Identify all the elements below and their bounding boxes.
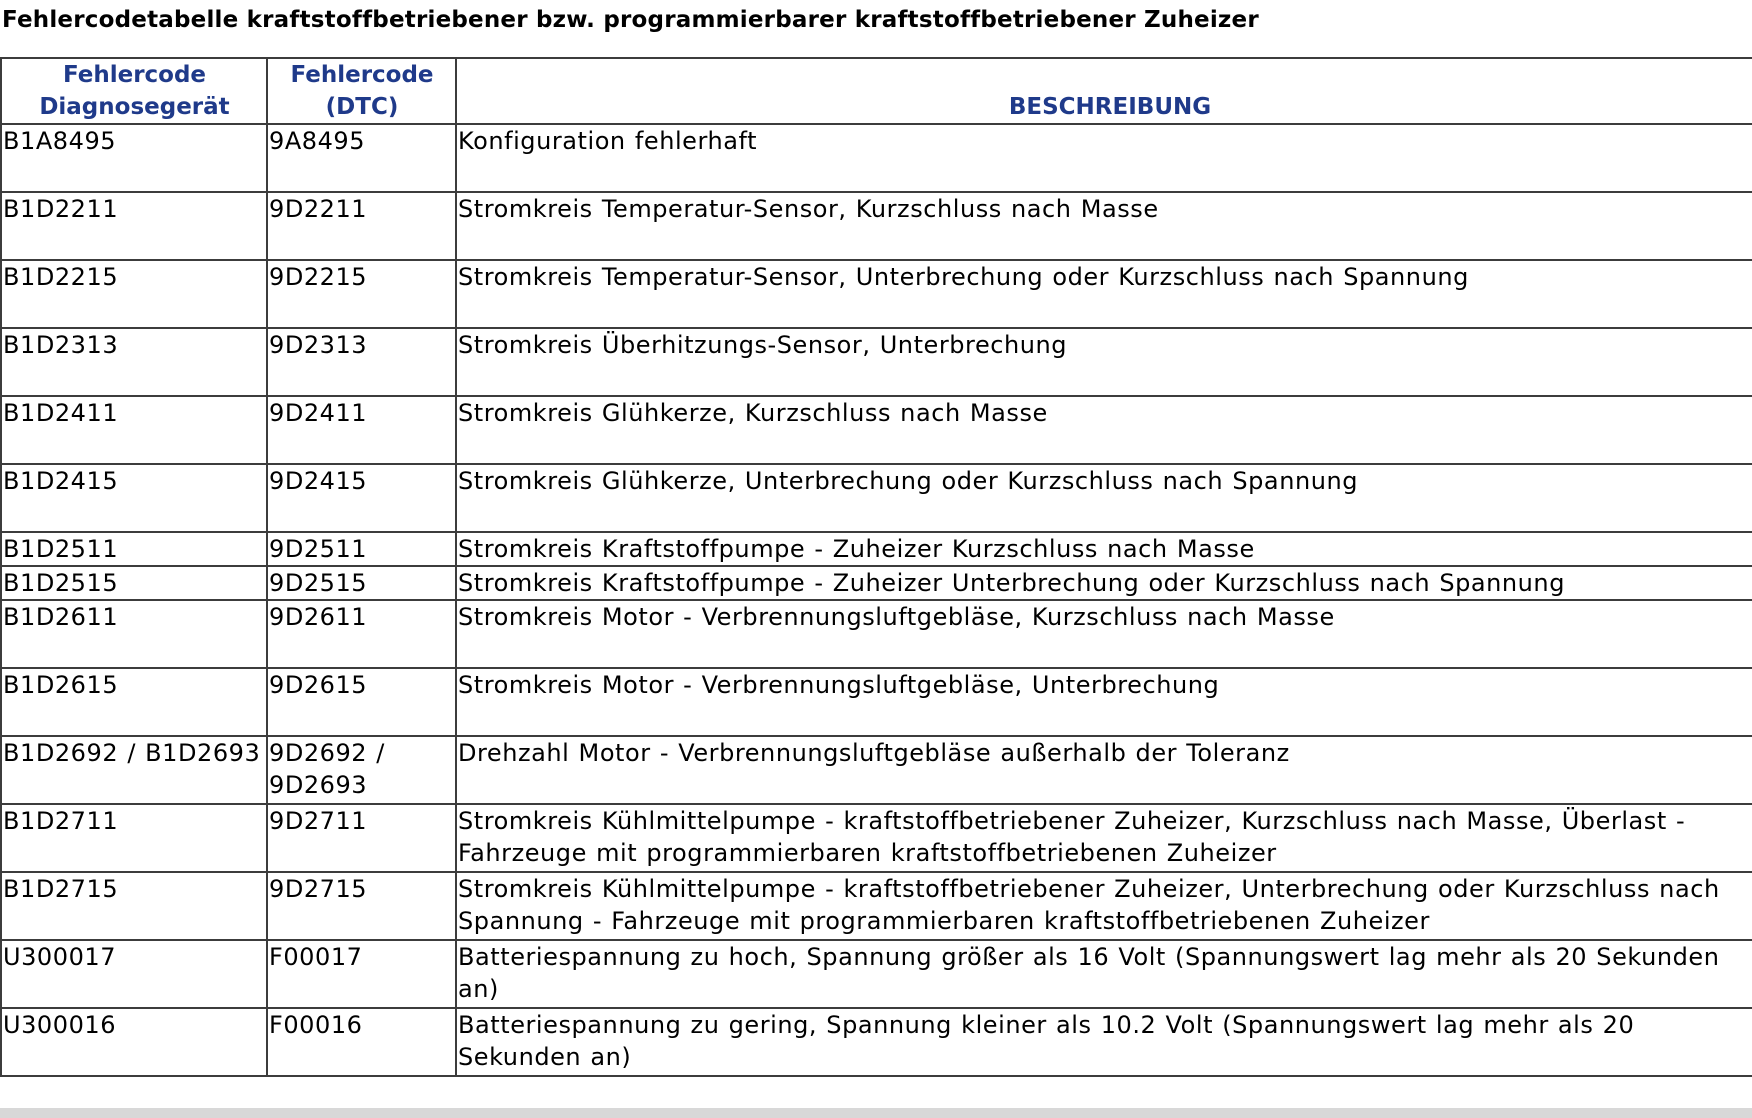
cell-description: Drehzahl Motor - Verbrennungsluftgebläse außerhalb der Toleranz [456, 736, 1752, 804]
cell-dtc-code: F00017 [267, 940, 456, 1008]
cell-dtc-code: 9D2515 [267, 566, 456, 600]
cell-dtc-code: 9D2511 [267, 532, 456, 566]
table-row [1, 736, 1752, 804]
table-row [1, 464, 1752, 532]
cell-description: Batteriespannung zu gering, Spannung kleiner als 10.2 Volt (Spannungswert lag mehr als 20 Sekunden an) [456, 1008, 1752, 1076]
cell-diagnostic-code: B1D2211 [1, 192, 267, 260]
table-row [1, 1008, 1752, 1076]
table-row [1, 668, 1752, 736]
cell-diagnostic-code: U300017 [1, 940, 267, 1008]
cell-diagnostic-code: U300016 [1, 1008, 267, 1076]
cell-dtc-code: 9D2711 [267, 804, 456, 872]
cell-dtc-code: 9D2715 [267, 872, 456, 940]
cell-diagnostic-code: B1D2715 [1, 872, 267, 940]
cell-description: Stromkreis Glühkerze, Unterbrechung oder Kurzschluss nach Spannung [456, 464, 1752, 532]
page-bottom-band [0, 1108, 1752, 1118]
cell-description: Stromkreis Kühlmittelpumpe - kraftstoffbetriebener Zuheizer, Kurzschluss nach Masse, Überlast - Fahrzeuge mit programmierbaren kraftstoffbetriebenen Zuheizer [456, 804, 1752, 872]
table-row [1, 600, 1752, 668]
table-row [1, 940, 1752, 1008]
table-row [1, 328, 1752, 396]
cell-dtc-code: 9D2611 [267, 600, 456, 668]
cell-description: Stromkreis Motor - Verbrennungsluftgebläse, Unterbrechung [456, 668, 1752, 736]
cell-diagnostic-code: B1D2692 / B1D2693 [1, 736, 267, 804]
table-row [1, 804, 1752, 872]
cell-description: Stromkreis Überhitzungs-Sensor, Unterbrechung [456, 328, 1752, 396]
page-title: Fehlercodetabelle kraftstoffbetriebener bzw. programmierbarer kraftstoffbetriebener Zuheizer [2, 7, 1259, 33]
header-diagnostic-code [1, 58, 267, 124]
table-header-row [1, 58, 1752, 124]
table-row [1, 124, 1752, 192]
header-description-label: BESCHREIBUNG [1008, 94, 1212, 120]
cell-dtc-code: 9A8495 [267, 124, 456, 192]
fault-code-table [0, 57, 1752, 1077]
cell-dtc-code: 9D2415 [267, 464, 456, 532]
cell-diagnostic-code: B1D2511 [1, 532, 267, 566]
cell-diagnostic-code: B1D2415 [1, 464, 267, 532]
cell-diagnostic-code: B1D2611 [1, 600, 267, 668]
cell-dtc-code: 9D2692 / 9D2693 [267, 736, 456, 804]
cell-description: Batteriespannung zu hoch, Spannung größer als 16 Volt (Spannungswert lag mehr als 20 Sekunden an) [456, 940, 1752, 1008]
cell-dtc-code: 9D2215 [267, 260, 456, 328]
cell-description: Stromkreis Temperatur-Sensor, Unterbrechung oder Kurzschluss nach Spannung [456, 260, 1752, 328]
header-description [456, 58, 1752, 124]
header-dtc-code-label: Fehlercode (DTC) [290, 62, 434, 120]
cell-description: Stromkreis Kraftstoffpumpe - Zuheizer Unterbrechung oder Kurzschluss nach Spannung [456, 566, 1752, 600]
cell-diagnostic-code: B1D2411 [1, 396, 267, 464]
cell-diagnostic-code: B1A8495 [1, 124, 267, 192]
cell-diagnostic-code: B1D2313 [1, 328, 267, 396]
header-diagnostic-code-label: Fehlercode Diagnosegerät [39, 62, 230, 120]
cell-dtc-code: 9D2211 [267, 192, 456, 260]
header-dtc-code [267, 58, 456, 124]
table-row [1, 532, 1752, 566]
table-row [1, 260, 1752, 328]
cell-description: Stromkreis Kraftstoffpumpe - Zuheizer Kurzschluss nach Masse [456, 532, 1752, 566]
cell-dtc-code: 9D2313 [267, 328, 456, 396]
table-row [1, 872, 1752, 940]
cell-dtc-code: F00016 [267, 1008, 456, 1076]
cell-diagnostic-code: B1D2515 [1, 566, 267, 600]
table-row [1, 396, 1752, 464]
cell-diagnostic-code: B1D2711 [1, 804, 267, 872]
cell-description: Stromkreis Temperatur-Sensor, Kurzschluss nach Masse [456, 192, 1752, 260]
table-row [1, 566, 1752, 600]
table-row [1, 192, 1752, 260]
cell-description: Stromkreis Glühkerze, Kurzschluss nach Masse [456, 396, 1752, 464]
cell-description: Stromkreis Kühlmittelpumpe - kraftstoffbetriebener Zuheizer, Unterbrechung oder Kurzschluss nach Spannung - Fahrzeuge mit programmierbaren kraftstoffbetriebenen Zuheizer [456, 872, 1752, 940]
cell-dtc-code: 9D2615 [267, 668, 456, 736]
cell-dtc-code: 9D2411 [267, 396, 456, 464]
cell-description: Konfiguration fehlerhaft [456, 124, 1752, 192]
cell-diagnostic-code: B1D2215 [1, 260, 267, 328]
cell-description: Stromkreis Motor - Verbrennungsluftgebläse, Kurzschluss nach Masse [456, 600, 1752, 668]
cell-diagnostic-code: B1D2615 [1, 668, 267, 736]
